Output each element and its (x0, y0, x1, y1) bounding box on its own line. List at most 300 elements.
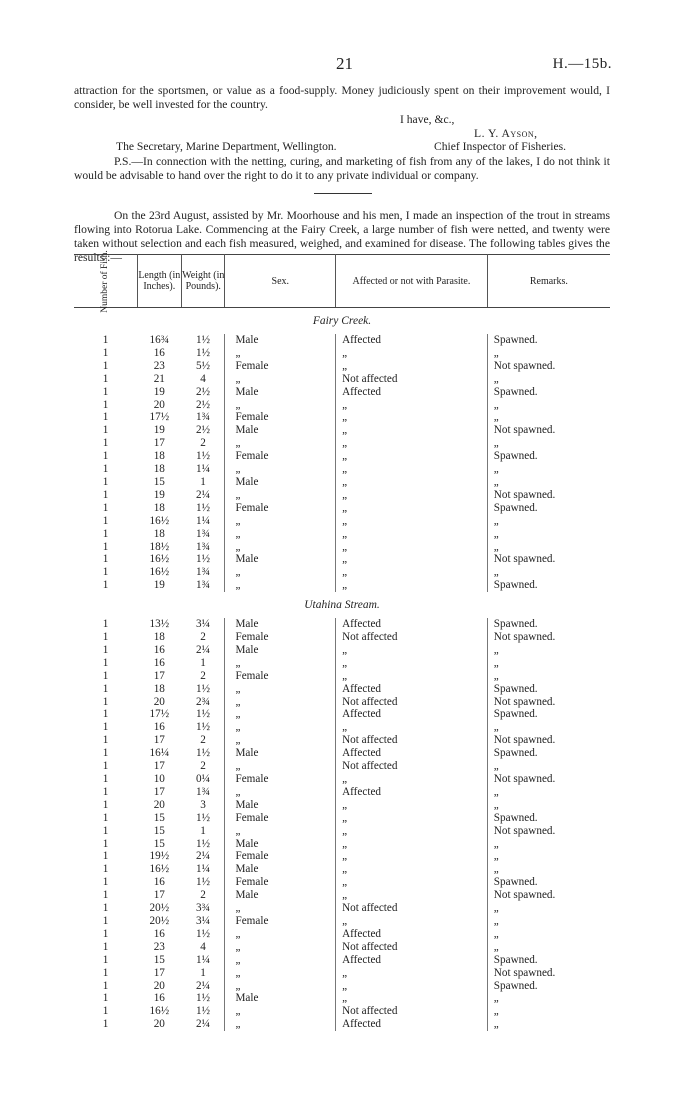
cell-sex: Male (225, 863, 336, 876)
cell-length: 20 (153, 398, 165, 411)
cell-sex: Female (225, 773, 336, 786)
cell-length: 16 (153, 643, 165, 656)
cell-number: 1 (102, 553, 109, 566)
cell-remarks: Not spawned. (493, 631, 556, 644)
cell-length: 16½ (149, 863, 170, 876)
cell-sex: „ (225, 541, 336, 554)
cell-remarks: „ (493, 463, 499, 476)
cell-weight: 2½ (182, 424, 225, 437)
cell-remarks: Spawned. (493, 876, 538, 889)
cell-affected: „ (336, 566, 488, 579)
cell-weight: 1½ (182, 708, 225, 721)
table-row (74, 476, 610, 489)
cell-number: 1 (102, 966, 109, 979)
cell-remarks: Spawned. (493, 747, 538, 760)
cell-length: 15 (153, 811, 165, 824)
cell-sex: Male (225, 476, 336, 489)
cell-sex: Female (225, 876, 336, 889)
section-title: Utahina Stream. (304, 599, 380, 612)
table-row (74, 721, 610, 734)
cell-remarks: Not spawned. (493, 889, 556, 902)
cell-remarks: Not spawned. (493, 966, 556, 979)
section-title: Fairy Creek. (312, 315, 372, 327)
cell-length: 17 (153, 734, 165, 747)
cell-sex: „ (225, 928, 336, 941)
table-row (74, 657, 610, 670)
cell-sex: „ (225, 437, 336, 450)
cell-remarks: „ (493, 566, 499, 579)
cell-sex: „ (225, 347, 336, 360)
cell-length: 17½ (149, 708, 170, 721)
cell-affected: Affected (336, 618, 488, 631)
cell-affected: „ (336, 863, 488, 876)
cell-number: 1 (102, 708, 109, 721)
cell-affected: „ (336, 450, 488, 463)
cell-weight: 1¼ (182, 954, 225, 967)
table-row (74, 928, 610, 941)
cell-weight: 1¾ (182, 566, 225, 579)
cell-remarks: Not spawned. (493, 773, 556, 785)
cell-remarks: „ (493, 798, 499, 811)
page-number: 21 (336, 54, 353, 73)
cell-affected: Affected (336, 928, 488, 941)
cell-length: 17 (153, 437, 165, 450)
header-remarks: Remarks. (487, 255, 610, 308)
cell-weight: 1 (182, 967, 225, 980)
table-row (74, 863, 610, 876)
cell-weight: 1¾ (182, 786, 225, 799)
cell-sex: Female (225, 502, 336, 515)
cell-number: 1 (102, 992, 109, 1005)
cell-remarks: Spawned. (493, 682, 538, 695)
cell-weight: 1¾ (182, 411, 225, 424)
cell-affected: Affected (336, 954, 488, 967)
cell-remarks: „ (493, 992, 499, 1005)
cell-remarks: „ (493, 643, 499, 656)
cell-remarks: Spawned. (493, 953, 538, 966)
cell-affected: „ (336, 980, 488, 993)
cell-sex: Female (225, 670, 336, 683)
cell-remarks: Spawned. (493, 708, 538, 721)
table-row (74, 708, 610, 721)
cell-number: 1 (102, 734, 109, 747)
cell-sex: „ (225, 489, 336, 502)
cell-remarks: „ (493, 411, 499, 424)
cell-remarks: Not spawned. (493, 488, 556, 501)
cell-weight: 1½ (182, 838, 225, 851)
cell-number: 1 (102, 463, 109, 476)
cell-remarks: „ (493, 346, 499, 359)
table-row (74, 760, 610, 773)
cell-sex: „ (225, 566, 336, 579)
cell-sex: Male (225, 334, 336, 347)
cell-affected: Not affected (336, 734, 488, 747)
cell-length: 16 (153, 656, 165, 669)
cell-length: 16½ (149, 1005, 170, 1018)
cell-number: 1 (102, 411, 109, 424)
table-row (74, 812, 610, 825)
cell-remarks: Not spawned. (493, 359, 556, 372)
cell-remarks: „ (493, 437, 499, 450)
cell-remarks: Spawned. (493, 450, 538, 463)
cell-affected: Not affected (336, 631, 488, 644)
cell-affected: „ (336, 773, 488, 786)
cell-number: 1 (102, 760, 109, 773)
cell-number: 1 (102, 850, 109, 863)
cell-weight: 1½ (182, 450, 225, 463)
table-row (74, 631, 610, 644)
cell-number: 1 (102, 450, 109, 463)
cell-remarks: „ (493, 760, 499, 773)
cell-number: 1 (102, 514, 109, 527)
document-reference: H.—15b. (552, 56, 612, 72)
table-row (74, 941, 610, 954)
cell-remarks: „ (493, 540, 499, 553)
cell-remarks: „ (493, 850, 499, 863)
cell-affected: „ (336, 876, 488, 889)
cell-length: 10 (153, 773, 165, 785)
cell-weight: 1¾ (182, 541, 225, 554)
cell-weight: 1¼ (182, 863, 225, 876)
cell-length: 20 (153, 695, 165, 708)
cell-remarks: „ (493, 656, 499, 669)
table-row (74, 644, 610, 657)
table-row (74, 992, 610, 1005)
cell-number: 1 (102, 1005, 109, 1018)
cell-length: 18 (153, 527, 165, 540)
cell-length: 16½ (149, 553, 170, 566)
table-row (74, 489, 610, 502)
cell-number: 1 (102, 876, 109, 889)
cell-number: 1 (102, 618, 109, 631)
cell-weight: 1 (182, 825, 225, 838)
table-row (74, 463, 610, 476)
cell-weight: 1½ (182, 683, 225, 696)
cell-weight: 1½ (182, 553, 225, 566)
cell-affected: „ (336, 553, 488, 566)
cell-number: 1 (102, 501, 109, 514)
cell-remarks: „ (493, 785, 499, 798)
cell-weight: 1½ (182, 812, 225, 825)
table-row (74, 786, 610, 799)
header-weight: Weight (in Pounds). (182, 255, 225, 308)
cell-remarks: „ (493, 1018, 499, 1031)
cell-affected: „ (336, 399, 488, 412)
cell-number: 1 (102, 475, 109, 488)
cell-affected: Not affected (336, 902, 488, 915)
cell-length: 16½ (149, 514, 170, 527)
cell-length: 17 (153, 669, 165, 682)
cell-remarks: „ (493, 940, 499, 953)
cell-affected: Not affected (336, 696, 488, 709)
cell-weight: 1½ (182, 747, 225, 760)
cell-number: 1 (102, 747, 109, 760)
table-row (74, 515, 610, 528)
cell-length: 20 (153, 979, 165, 992)
table-row (74, 889, 610, 902)
cell-weight: 2 (182, 631, 225, 644)
table-row (74, 838, 610, 851)
table-row (74, 566, 610, 579)
cell-sex: Female (225, 450, 336, 463)
cell-number: 1 (102, 527, 109, 540)
cell-length: 20½ (149, 914, 170, 927)
table-row (74, 424, 610, 437)
cell-remarks: Spawned. (493, 979, 538, 992)
cell-affected: Affected (336, 334, 488, 347)
cell-affected: Not affected (336, 941, 488, 954)
cell-remarks: „ (493, 475, 499, 488)
cell-number: 1 (102, 798, 109, 811)
cell-affected: „ (336, 799, 488, 812)
cell-weight: 1¾ (182, 528, 225, 541)
cell-remarks: „ (493, 863, 499, 876)
table-row (74, 1005, 610, 1018)
cell-affected: „ (336, 992, 488, 1005)
table-row (74, 915, 610, 928)
cell-sex: „ (225, 1018, 336, 1031)
cell-affected: „ (336, 850, 488, 863)
cell-weight: 3¾ (182, 902, 225, 915)
cell-number: 1 (102, 540, 109, 553)
section-heading-row (74, 308, 610, 335)
cell-number: 1 (102, 940, 109, 953)
cell-remarks: Not spawned. (493, 734, 556, 747)
cell-length: 20 (153, 1018, 165, 1031)
cell-sex: Female (225, 850, 336, 863)
cell-number: 1 (102, 682, 109, 695)
cell-length: 16¼ (149, 747, 170, 760)
cell-length: 16 (153, 721, 165, 734)
cell-weight: 2½ (182, 386, 225, 399)
table-row (74, 399, 610, 412)
cell-remarks: „ (493, 372, 499, 385)
cell-remarks: „ (493, 902, 499, 915)
cell-affected: „ (336, 502, 488, 515)
cell-remarks: Spawned. (493, 501, 538, 514)
cell-affected: Not affected (336, 760, 488, 773)
cell-sex: Female (225, 812, 336, 825)
letter-recipient: The Secretary, Marine Department, Wellington. (116, 140, 337, 153)
cell-number: 1 (102, 953, 109, 966)
cell-weight: 2 (182, 734, 225, 747)
cell-length: 20½ (149, 902, 170, 915)
table-row (74, 670, 610, 683)
cell-sex: Female (225, 631, 336, 644)
cell-remarks: „ (493, 914, 499, 927)
header-number: Number of Fish. (74, 255, 137, 308)
cell-sex: „ (225, 967, 336, 980)
cell-affected: „ (336, 411, 488, 424)
cell-length: 17 (153, 966, 165, 979)
table-row (74, 386, 610, 399)
cell-number: 1 (102, 902, 109, 915)
postscript: P.S.—In connection with the netting, curing, and marketing of fish from any of the lakes, I do not think it would be advisable to hand over the right to do it to any private individual or company. (74, 155, 610, 182)
cell-length: 15 (153, 837, 165, 850)
cell-weight: 2 (182, 760, 225, 773)
cell-sex: „ (225, 760, 336, 773)
cell-affected: Not affected (336, 1005, 488, 1018)
cell-affected: Affected (336, 786, 488, 799)
cell-sex: „ (225, 1005, 336, 1018)
cell-number: 1 (102, 656, 109, 669)
cell-affected: „ (336, 476, 488, 489)
cell-remarks: „ (493, 527, 499, 540)
cell-weight: 2¾ (182, 696, 225, 709)
cell-weight: 2 (182, 670, 225, 683)
cell-sex: „ (225, 708, 336, 721)
cell-sex: „ (225, 657, 336, 670)
table-row (74, 334, 610, 347)
table-row (74, 437, 610, 450)
cell-length: 16½ (149, 566, 170, 579)
cell-remarks: „ (493, 669, 499, 682)
cell-length: 15 (153, 824, 165, 837)
cell-remarks: Not spawned. (493, 553, 556, 566)
section-divider (314, 193, 372, 194)
cell-weight: 3 (182, 799, 225, 812)
cell-affected: „ (336, 463, 488, 476)
cell-affected: „ (336, 889, 488, 902)
cell-length: 16¾ (149, 334, 170, 346)
cell-number: 1 (102, 334, 109, 346)
cell-length: 17 (153, 785, 165, 798)
table-row (74, 967, 610, 980)
cell-weight: 5½ (182, 360, 225, 373)
cell-length: 18 (153, 682, 165, 695)
cell-length: 19 (153, 385, 165, 398)
table-row (74, 553, 610, 566)
cell-length: 16 (153, 346, 165, 359)
cell-number: 1 (102, 385, 109, 398)
cell-number: 1 (102, 889, 109, 902)
cell-sex: „ (225, 528, 336, 541)
cell-weight: 1¾ (182, 579, 225, 592)
cell-remarks: Spawned. (493, 385, 538, 398)
cell-number: 1 (102, 773, 109, 785)
cell-affected: „ (336, 541, 488, 554)
cell-number: 1 (102, 927, 109, 940)
cell-affected: „ (336, 489, 488, 502)
table-row (74, 799, 610, 812)
letter-closing: I have, &c., (400, 113, 455, 126)
cell-weight: 4 (182, 941, 225, 954)
cell-length: 18 (153, 501, 165, 514)
cell-affected: „ (336, 812, 488, 825)
cell-sex: Male (225, 553, 336, 566)
cell-affected: „ (336, 360, 488, 373)
cell-weight: 3¼ (182, 915, 225, 928)
cell-affected: „ (336, 915, 488, 928)
cell-number: 1 (102, 398, 109, 411)
cell-affected: „ (336, 838, 488, 851)
table-row (74, 696, 610, 709)
header-sex: Sex. (225, 255, 336, 308)
cell-sex: „ (225, 721, 336, 734)
table-row (74, 747, 610, 760)
cell-remarks: „ (493, 721, 499, 734)
table-row (74, 1018, 610, 1031)
cell-affected: „ (336, 657, 488, 670)
cell-remarks: „ (493, 514, 499, 527)
cell-number: 1 (102, 437, 109, 450)
cell-weight: 1½ (182, 721, 225, 734)
table-row (74, 734, 610, 747)
cell-number: 1 (102, 1018, 109, 1031)
cell-length: 19½ (149, 850, 170, 863)
cell-weight: 2¼ (182, 489, 225, 502)
cell-number: 1 (102, 811, 109, 824)
cell-remarks: Spawned. (493, 811, 538, 824)
cell-number: 1 (102, 643, 109, 656)
cell-sex: „ (225, 902, 336, 915)
cell-length: 17 (153, 760, 165, 773)
cell-sex: „ (225, 825, 336, 838)
table-row (74, 980, 610, 993)
cell-weight: 2 (182, 437, 225, 450)
table-row (74, 618, 610, 631)
cell-affected: „ (336, 437, 488, 450)
cell-weight: 2¼ (182, 980, 225, 993)
table-row (74, 825, 610, 838)
table-row (74, 502, 610, 515)
cell-length: 20 (153, 798, 165, 811)
table-row (74, 902, 610, 915)
cell-number: 1 (102, 721, 109, 734)
cell-sex: „ (225, 786, 336, 799)
cell-affected: Not affected (336, 373, 488, 386)
cell-number: 1 (102, 863, 109, 876)
cell-number: 1 (102, 372, 109, 385)
cell-sex: Female (225, 411, 336, 424)
cell-sex: „ (225, 579, 336, 592)
cell-remarks: „ (493, 398, 499, 411)
table-row (74, 528, 610, 541)
cell-remarks: Not spawned. (493, 695, 556, 708)
cell-number: 1 (102, 346, 109, 359)
table-row (74, 876, 610, 889)
cell-affected: „ (336, 670, 488, 683)
cell-length: 21 (153, 372, 165, 385)
letter-signature: L. Y. Ayson, (474, 127, 538, 140)
cell-sex: „ (225, 941, 336, 954)
table-row (74, 773, 610, 786)
cell-length: 15 (153, 953, 165, 966)
cell-number: 1 (102, 424, 109, 437)
cell-number: 1 (102, 669, 109, 682)
cell-number: 1 (102, 359, 109, 372)
cell-sex: „ (225, 734, 336, 747)
cell-affected: „ (336, 528, 488, 541)
table-row (74, 360, 610, 373)
cell-affected: „ (336, 515, 488, 528)
cell-length: 18 (153, 463, 165, 476)
table-row (74, 541, 610, 554)
cell-number: 1 (102, 695, 109, 708)
cell-weight: 1½ (182, 992, 225, 1005)
cell-number: 1 (102, 914, 109, 927)
cell-length: 16 (153, 992, 165, 1005)
cell-remarks: Not spawned. (493, 424, 556, 437)
cell-remarks: Spawned. (493, 618, 538, 631)
cell-length: 19 (153, 424, 165, 437)
cell-sex: Male (225, 799, 336, 812)
table-row (74, 347, 610, 360)
cell-sex: Male (225, 618, 336, 631)
cell-sex: Male (225, 644, 336, 657)
cell-sex: „ (225, 954, 336, 967)
cell-weight: 3¼ (182, 618, 225, 631)
